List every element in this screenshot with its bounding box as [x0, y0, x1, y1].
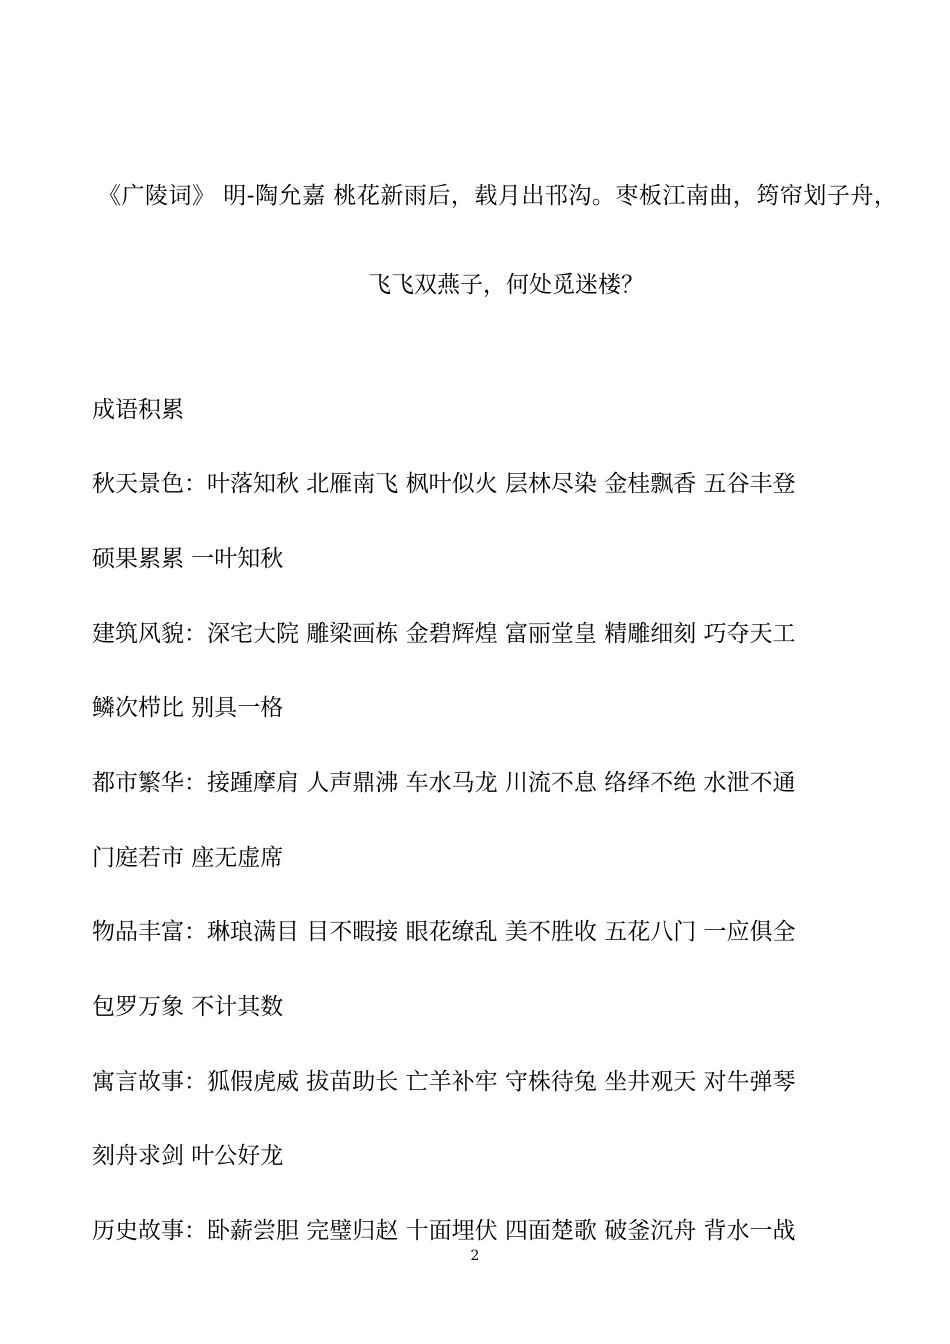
idiom-line: 秋天景色：叶落知秋 北雁南飞 枫叶似火 层林尽染 金桂飘香 五谷丰登	[92, 471, 796, 497]
page-number: 2	[470, 1248, 480, 1264]
idiom-line: 包罗万象 不计其数	[92, 994, 284, 1020]
idiom-line: 建筑风貌：深宅大院 雕梁画栋 金碧辉煌 富丽堂皇 精雕细刻 巧夺天工	[92, 621, 796, 647]
idiom-line: 都市繁华：接踵摩肩 人声鼎沸 车水马龙 川流不息 络绎不绝 水泄不通	[92, 770, 796, 796]
idiom-line: 鳞次栉比 别具一格	[92, 695, 284, 721]
idiom-line: 硕果累累 一叶知秋	[92, 546, 284, 572]
idiom-line: 门庭若市 座无虚席	[92, 845, 284, 871]
section-title: 成语积累	[92, 397, 184, 423]
idiom-line: 寓言故事：狐假虎威 拔苗助长 亡羊补牢 守株待兔 坐井观天 对牛弹琴	[92, 1069, 796, 1095]
idiom-line: 物品丰富：琳琅满目 目不暇接 眼花缭乱 美不胜收 五花八门 一应俱全	[92, 919, 796, 945]
idiom-line: 刻舟求剑 叶公好龙	[92, 1143, 284, 1169]
poem-line-2: 飞飞双燕子，何处觅迷楼？	[368, 272, 644, 298]
idiom-line: 历史故事：卧薪尝胆 完璧归赵 十面埋伏 四面楚歌 破釜沉舟 背水一战	[92, 1218, 796, 1244]
poem-line-1: 《广陵词》 明-陶允嘉 桃花新雨后，载月出邗沟。枣板江南曲，筠帘划子舟，	[98, 183, 898, 209]
